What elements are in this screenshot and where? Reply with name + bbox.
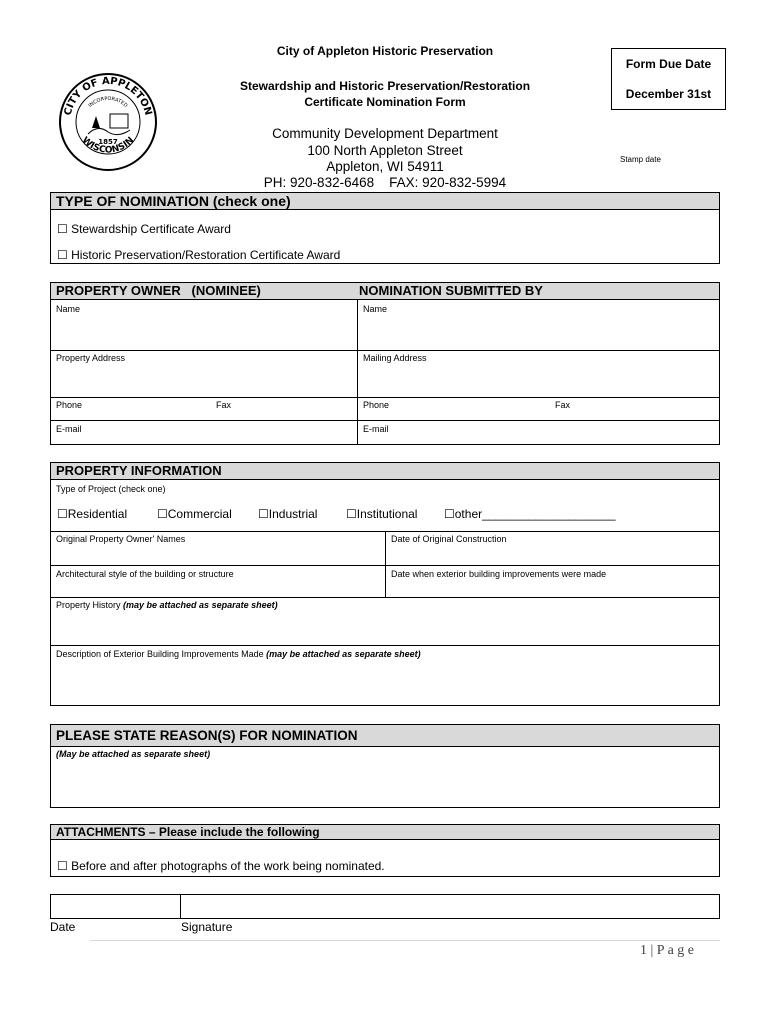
property-history-field[interactable]: [56, 600, 278, 610]
dept-street: 100 North Appleton Street: [307, 143, 463, 158]
other-checkbox[interactable]: ☐other____________________: [444, 507, 616, 521]
original-construction-field[interactable]: Date of Original Construction: [391, 534, 507, 544]
owner-phone-field[interactable]: Phone: [56, 400, 83, 410]
seal-year: 1857: [98, 138, 118, 146]
submitter-fax-field[interactable]: Fax: [555, 400, 571, 410]
owner-address-field[interactable]: Property Address: [56, 353, 126, 363]
reasons-note: (May be attached as separate sheet): [56, 749, 211, 759]
original-owner-field[interactable]: Original Property Owner' Names: [56, 534, 186, 544]
improvement-date-field[interactable]: Date when exterior building improvements were made: [391, 569, 607, 579]
submitter-address-field[interactable]: Mailing Address: [363, 353, 427, 363]
submitter-title: NOMINATION SUBMITTED BY: [359, 283, 543, 298]
improvement-description-note: (may be attached as separate sheet): [266, 649, 421, 659]
stewardship-checkbox[interactable]: ☐ Stewardship Certificate Award: [57, 222, 231, 236]
dept-phone-fax: PH: 920-832-6468 FAX: 920-832-5994: [263, 175, 507, 190]
property-info-title: PROPERTY INFORMATION: [50, 462, 720, 480]
seal-inner-text: INCORPORATED: [87, 95, 129, 109]
commercial-checkbox[interactable]: ☐Commercial: [157, 507, 232, 521]
residential-checkbox[interactable]: ☐Residential: [57, 507, 128, 521]
submitter-name-field[interactable]: Name: [363, 304, 388, 314]
institutional-checkbox[interactable]: ☐Institutional: [346, 507, 418, 521]
reasons-title: PLEASE STATE REASON(S) FOR NOMINATION: [50, 724, 720, 747]
owner-fax-field[interactable]: Fax: [216, 400, 232, 410]
improvement-description-label: Description of Exterior Building Improvements Made: [56, 649, 267, 659]
preservation-checkbox[interactable]: ☐ Historic Preservation/Restoration Certificate Award: [57, 248, 341, 262]
owner-email-field[interactable]: E-mail: [56, 424, 82, 434]
submitter-phone-field[interactable]: Phone: [363, 400, 390, 410]
photographs-checkbox[interactable]: ☐ Before and after photographs of the work being nominated.: [57, 859, 385, 873]
project-type-label: Type of Project (check one): [56, 484, 166, 494]
property-history-note: (may be attached as separate sheet): [123, 600, 278, 610]
city-title: City of Appleton Historic Preservation: [276, 44, 494, 58]
owner-submitter-bar: [50, 282, 720, 300]
attachments-title: ATTACHMENTS – Please include the following: [50, 824, 720, 840]
svg-text:INCORPORATED: [87, 96, 128, 109]
seal-bottom-text: WISCONSIN: [79, 135, 137, 156]
page-number: 1 | P a g e: [640, 943, 694, 958]
owner-title: PROPERTY OWNER (NOMINEE): [56, 283, 261, 298]
form-title-line1: Stewardship and Historic Preservation/Restoration: [239, 79, 531, 93]
city-seal: [58, 72, 158, 172]
footer-divider: [90, 940, 720, 941]
seal-top-text: CITY OF APPLETON: [62, 75, 154, 117]
type-nomination-title: TYPE OF NOMINATION (check one): [50, 192, 720, 210]
signature-box: [50, 894, 720, 919]
due-date-label: Form Due Date: [625, 57, 712, 71]
due-date-value: December 31st: [625, 87, 712, 101]
property-history-label: Property History: [56, 600, 124, 610]
due-date-box: [611, 48, 726, 110]
signature-label[interactable]: Signature: [181, 920, 233, 934]
dept-city: Appleton, WI 54911: [326, 159, 444, 174]
architectural-style-field[interactable]: Architectural style of the building or structure: [56, 569, 234, 579]
dept-name: Community Development Department: [272, 126, 498, 141]
form-title-line2: Certificate Nomination Form: [304, 95, 466, 109]
date-label[interactable]: Date: [50, 920, 76, 934]
submitter-email-field[interactable]: E-mail: [363, 424, 389, 434]
improvement-description-field[interactable]: [56, 649, 421, 659]
industrial-checkbox[interactable]: ☐Industrial: [258, 507, 318, 521]
owner-name-field[interactable]: Name: [56, 304, 81, 314]
stamp-date-label: Stamp date: [620, 155, 661, 164]
